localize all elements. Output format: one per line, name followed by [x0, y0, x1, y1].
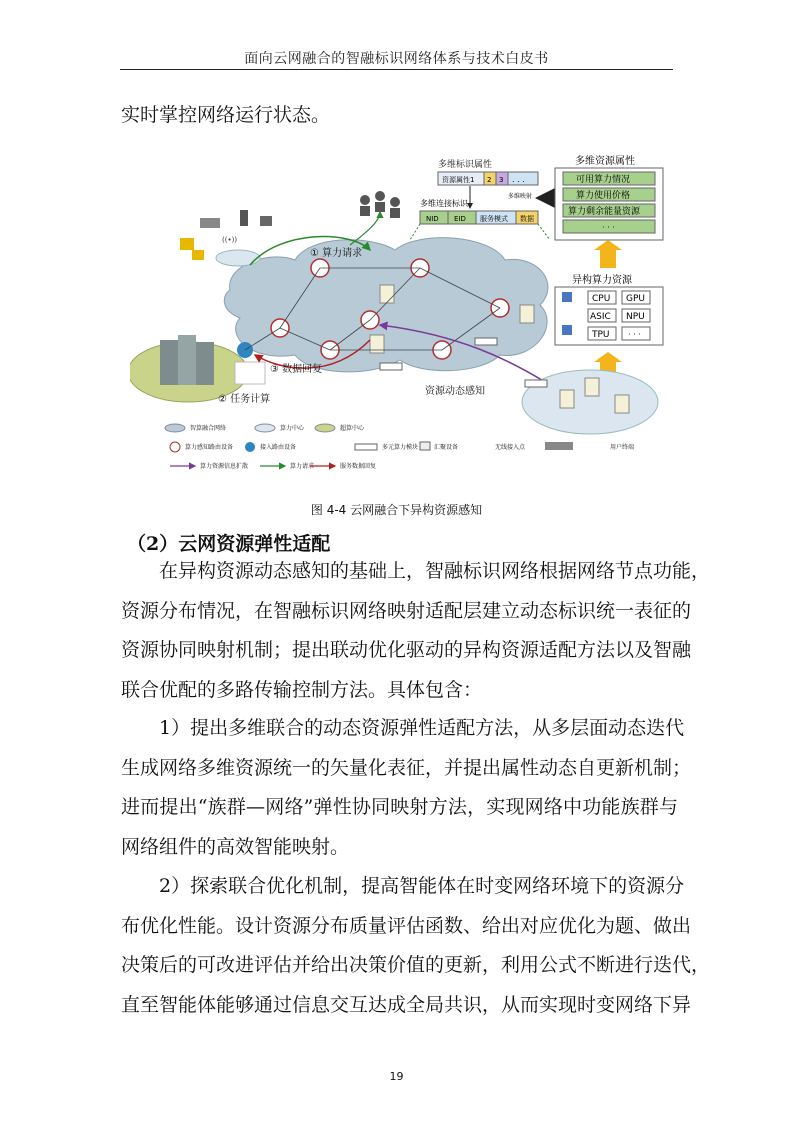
paragraph-3 — [121, 867, 711, 1025]
svg-text:可用算力情况: 可用算力情况 — [576, 175, 631, 185]
section-heading: （2）云网资源弹性适配 — [127, 533, 331, 555]
svg-text:汇聚设备: 汇聚设备 — [434, 444, 459, 451]
resource-sensing-label: 资源动态感知 — [425, 386, 485, 397]
svg-text:接入路由设备: 接入路由设备 — [260, 444, 297, 451]
svg-text:多维映射: 多维映射 — [508, 193, 533, 200]
text-line: 在异构资源动态感知的基础上，智融标识网络根据网络节点功能， — [159, 560, 711, 582]
text-line: 1）提出多维联合的动态资源弹性适配方法，从多层面动态迭代 — [159, 717, 685, 739]
text-line: 网络组件的高效智能映射。 — [121, 835, 350, 858]
svg-text:· · ·: · · · — [602, 223, 615, 232]
svg-text:NPU: NPU — [626, 312, 645, 322]
svg-text:2: 2 — [487, 176, 492, 184]
svg-text:服务模式: 服务模式 — [480, 215, 508, 223]
svg-text:. . .: . . . — [512, 175, 525, 184]
running-header: 面向云网融合的智融标识网络体系与技术白皮书 — [244, 51, 549, 67]
text-line: 资源协同映射机制；提出联动优化驱动的异构资源适配方法以及智融 — [121, 639, 692, 662]
svg-text:· · ·: · · · — [628, 330, 641, 339]
multi-id-attr-title: 多维标识属性 — [438, 160, 493, 170]
svg-text:算力感知路由设备: 算力感知路由设备 — [185, 444, 234, 451]
svg-text:数据: 数据 — [520, 215, 534, 223]
paragraph-2 — [121, 709, 692, 867]
task-compute-label: ② 任务计算 — [218, 394, 271, 405]
paragraph-1 — [121, 552, 711, 710]
svg-text:算力请求: 算力请求 — [290, 463, 315, 470]
supercomputer-icon — [160, 335, 214, 385]
svg-text:无线接入点: 无线接入点 — [495, 444, 526, 451]
text-line: 2）探索联合优化机制，提高智能体在时变网络环境下的资源分 — [159, 875, 685, 897]
svg-text:算力资源信息扩散: 算力资源信息扩散 — [200, 463, 249, 470]
multi-resource-attr-title: 多维资源属性 — [575, 156, 635, 167]
hetero-compute-title: 异构算力资源 — [572, 275, 632, 286]
svg-text:智算融合网络: 智算融合网络 — [190, 425, 227, 432]
text-line: 实时掌控网络运行状态。 — [121, 104, 331, 126]
multi-module-icon — [475, 338, 497, 345]
multi-module-icon — [380, 363, 402, 370]
compute-center-disc — [216, 250, 260, 266]
svg-text:服务数据回复: 服务数据回复 — [340, 463, 377, 470]
svg-text:NID: NID — [426, 215, 439, 223]
text-line: 直至智能体能够通过信息交互达成全局共识，从而实现时变网络下异 — [121, 993, 692, 1016]
multi-connect-id-title: 多维连接标识 — [420, 199, 468, 208]
svg-text:用户终端: 用户终端 — [610, 444, 635, 451]
compute-request-label: ① 算力请求 — [310, 248, 363, 259]
page-number: 19 — [389, 1070, 404, 1083]
svg-text:EID: EID — [454, 215, 466, 223]
task-grid — [235, 362, 265, 384]
network-diagram — [130, 150, 670, 490]
server-node — [520, 305, 534, 323]
header-rule — [120, 69, 673, 70]
text-line: 决策后的可改进评估并给出决策价值的更新，利用公式不断进行迭代， — [121, 954, 711, 977]
svg-text:TPU: TPU — [592, 330, 610, 340]
attr-1-label: 资源属性1 — [442, 176, 475, 184]
text-line: 进而提出“族群—网络”弹性协同映射方法，实现网络中功能族群与 — [121, 796, 678, 819]
text-line: 资源分布情况，在智融标识网络映射适配层建立动态标识统一表征的 — [121, 599, 692, 622]
figure-caption: 图 4-4 云网融合下异构资源感知 — [310, 503, 483, 517]
svg-text:算力剩余能量资源: 算力剩余能量资源 — [568, 207, 641, 217]
wifi-icon: ((•)) — [222, 236, 238, 244]
svg-text:算力中心: 算力中心 — [280, 425, 305, 432]
svg-text:CPU: CPU — [592, 294, 611, 304]
server-node — [380, 285, 394, 303]
svg-text:ASIC: ASIC — [590, 312, 611, 322]
svg-text:GPU: GPU — [626, 294, 645, 304]
text-line: 生成网络多维资源统一的矢量化表征，并提出属性动态自更新机制； — [121, 756, 692, 779]
up-arrow-icon — [594, 240, 622, 268]
multi-module-icon — [525, 380, 547, 387]
data-reply-label: ③ 数据回复 — [270, 364, 323, 375]
text-line: 联合优配的多路传输控制方法。具体包含： — [121, 678, 483, 701]
svg-text:3: 3 — [499, 176, 504, 184]
network-figure — [130, 150, 670, 490]
intro-text — [121, 96, 330, 136]
svg-text:超算中心: 超算中心 — [340, 425, 365, 432]
text-line: 布优化性能。设计资源分布质量评估函数、给出对应优化为题、做出 — [121, 914, 692, 937]
svg-text:多元算力模块: 多元算力模块 — [382, 444, 419, 451]
svg-text:算力使用价格: 算力使用价格 — [576, 191, 631, 201]
